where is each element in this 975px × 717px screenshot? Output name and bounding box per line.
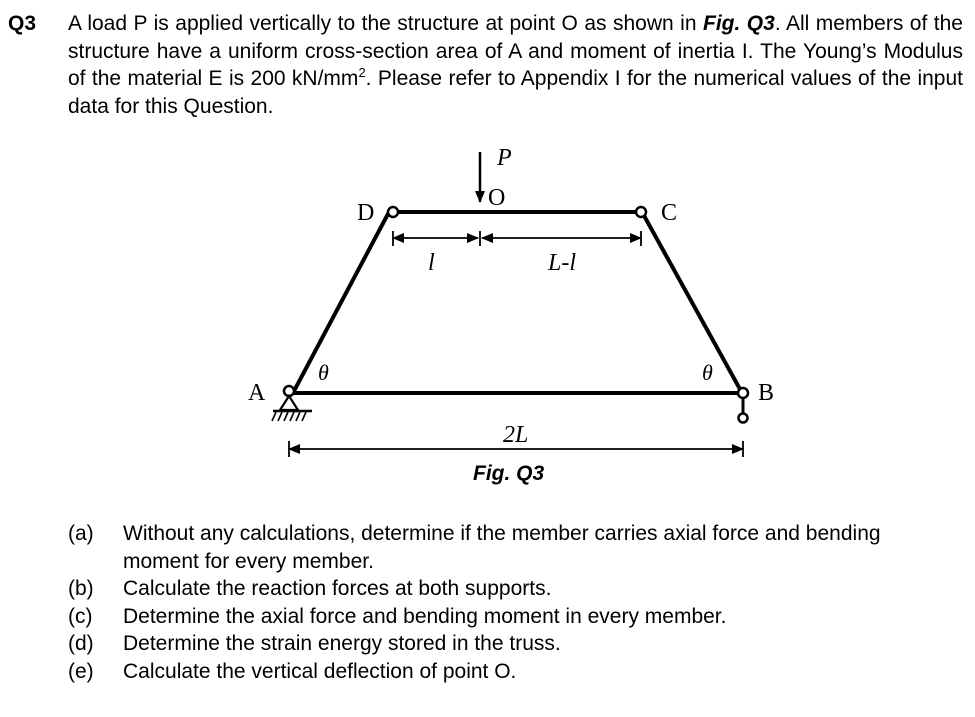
- sub-question-text: Calculate the reaction forces at both supports.: [123, 577, 552, 600]
- label-A: A: [248, 380, 266, 406]
- question-text-2: . All members of the structure have a uniform cross-section area of A and moment of inertia I. The Young’s Modulus of the material E is 200 kN/mm: [68, 12, 963, 90]
- sub-questions: [68, 520, 948, 685]
- sub-question-label: (d): [68, 632, 94, 655]
- label-C: C: [661, 200, 678, 226]
- question-text-1: A load P is applied vertically to the structure at point O as shown in: [68, 12, 703, 35]
- sub-question-label: (e): [68, 659, 94, 683]
- sub-question-text: Calculate the vertical deflection of point O.: [123, 659, 517, 683]
- member-AD: [294, 212, 389, 391]
- question-text-3: . Please refer to Appendix I for the numerical values of the input data for this Question.: [68, 67, 963, 118]
- label-D: D: [357, 200, 375, 226]
- label-theta-right: θ: [702, 360, 713, 385]
- label-dim-L-minus-l: L-l: [548, 250, 577, 276]
- figure-reference: Fig. Q3: [703, 12, 775, 35]
- joint-C: [636, 207, 646, 217]
- label-dim-l: l: [428, 250, 435, 276]
- structure-members: [294, 212, 741, 393]
- label-theta-left: θ: [318, 360, 329, 385]
- sub-question-label: (b): [68, 577, 94, 600]
- label-B: B: [758, 380, 775, 406]
- roller-support-B: [738, 388, 748, 423]
- sub-question-text: Determine the strain energy stored in the truss.: [123, 632, 561, 655]
- sub-question-text: Determine the axial force and bending moment in every member.: [123, 604, 727, 628]
- member-CB: [642, 212, 741, 391]
- unit-superscript: 2: [358, 65, 366, 80]
- figure-caption: Fig. Q3: [473, 462, 545, 485]
- sub-question-d: [68, 630, 948, 658]
- sub-question-a: [68, 520, 948, 575]
- sub-question-e: [68, 658, 948, 686]
- label-dim-2L: 2L: [503, 422, 529, 448]
- sub-question-text: Without any calculations, determine if the member carries axial force and bending moment for every member.: [123, 522, 881, 573]
- question-number: Q3: [8, 12, 37, 35]
- sub-question-b: [68, 575, 948, 603]
- sub-question-label: (c): [68, 604, 93, 628]
- label-O: O: [488, 185, 506, 211]
- label-P: P: [497, 145, 512, 171]
- sub-question-label: (a): [68, 522, 94, 545]
- joint-D: [388, 207, 398, 217]
- sub-question-c: [68, 603, 948, 631]
- dimension-top: [393, 231, 641, 246]
